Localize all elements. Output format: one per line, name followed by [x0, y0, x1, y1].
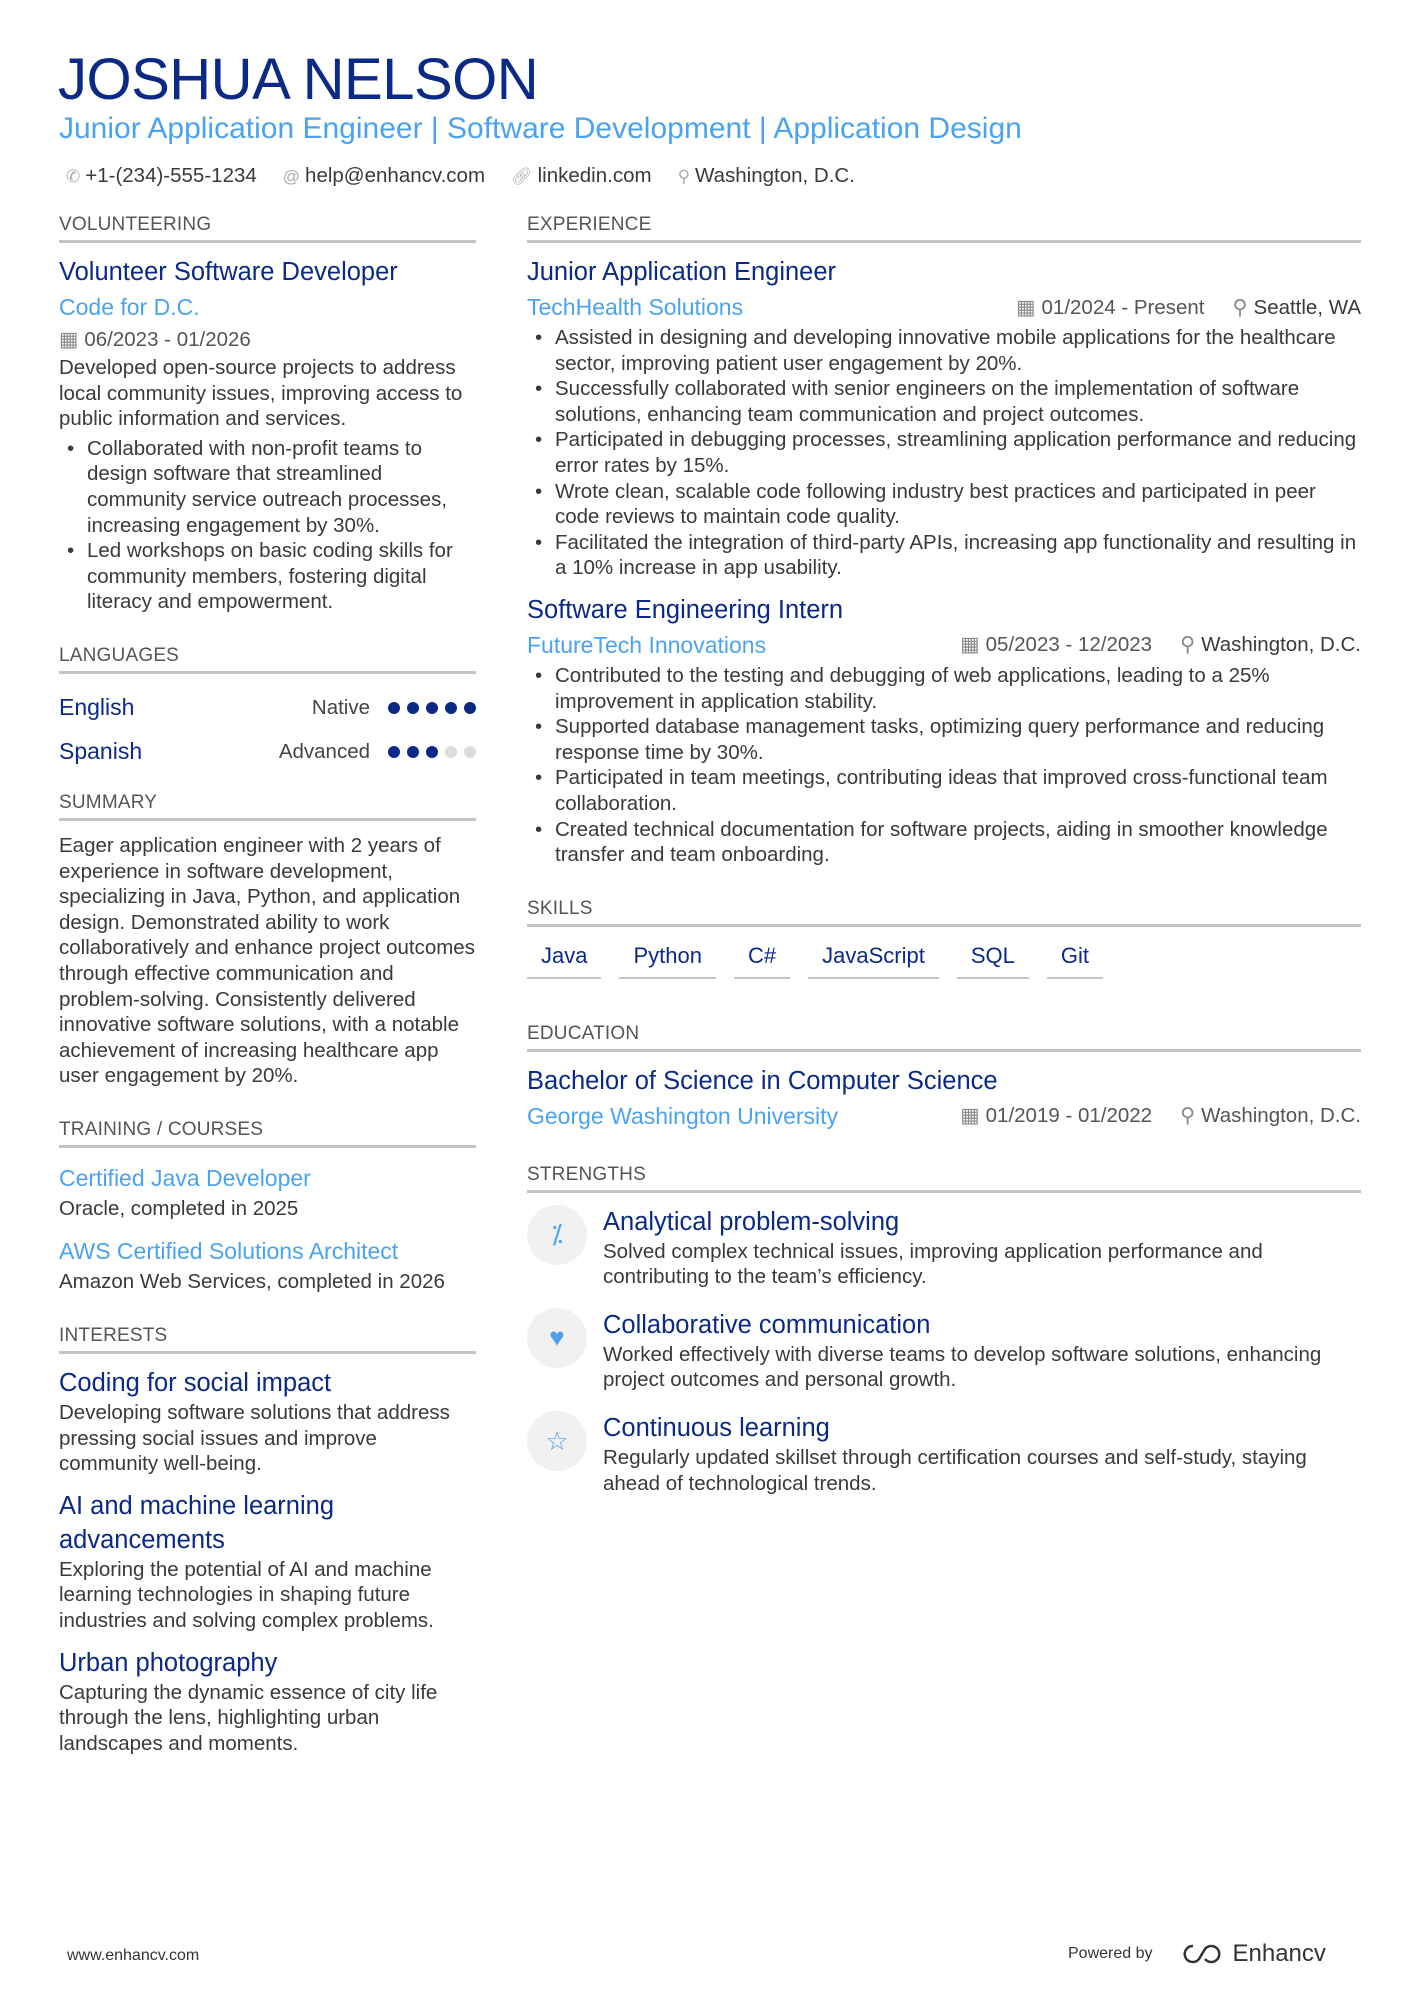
skill-tag: C#	[734, 939, 790, 979]
location-icon: ⚲	[1180, 1104, 1196, 1128]
left-column	[59, 214, 476, 1756]
level-dot	[426, 702, 438, 714]
language-list	[59, 686, 476, 774]
volunteer-desc: Developed open-source projects to address local community issues, improving access to public information and services.	[59, 356, 463, 431]
level-dot	[407, 746, 419, 758]
bullet: • Participated in debugging processes, streamlining application performance and reducing error rates by 15%.	[527, 427, 1361, 478]
job-dates: 01/2024 - Present	[1041, 295, 1205, 319]
training-title: AWS Certified Solutions Architect	[59, 1238, 399, 1265]
bullet: • Participated in team meetings, contributing ideas that improved cross-functional team collaboration.	[527, 765, 1361, 816]
volunteer-dates: 06/2023 - 01/2026	[84, 328, 251, 351]
section-interests: INTERESTS	[59, 1325, 476, 1354]
bullet: • Contributed to the testing and debugging of web applications, leading to a 25% improvement in application stability.	[527, 663, 1361, 714]
calendar-icon: ▦	[1016, 295, 1036, 319]
enhancv-logo-icon	[1179, 1942, 1225, 1966]
section-volunteering: VOLUNTEERING	[59, 214, 476, 243]
enhancv-logo	[1179, 1940, 1326, 1968]
job-meta	[960, 632, 1361, 657]
candidate-subtitle: Junior Application Engineer | Software Development | Application Design	[59, 112, 1022, 145]
skill-list	[527, 939, 1361, 979]
interest-desc: Exploring the potential of AI and machine learning technologies in shaping future industries and solving complex problems.	[59, 1557, 434, 1633]
job-dates-wrap	[1016, 295, 1204, 320]
section-summary: SUMMARY	[59, 792, 476, 821]
level-dot	[464, 702, 476, 714]
location-icon: ⚲	[1232, 295, 1248, 319]
linkedin[interactable]: linkedin.com	[537, 164, 652, 187]
location: Washington, D.C.	[695, 164, 855, 187]
interest-title: Urban photography	[59, 1648, 278, 1677]
magic-wand-icon: ⁒	[527, 1205, 587, 1265]
strength-title: Analytical problem-solving	[603, 1207, 900, 1236]
section-languages: LANGUAGES	[59, 645, 476, 674]
strength-text	[603, 1205, 1361, 1290]
job-dates-wrap	[960, 632, 1152, 657]
job-entry	[527, 593, 1361, 868]
strength-title: Collaborative communication	[603, 1310, 931, 1339]
strength-title: Continuous learning	[603, 1414, 830, 1443]
volunteer-org: Code for D.C.	[59, 294, 200, 320]
job-title: Software Engineering Intern	[527, 595, 844, 624]
strength-text	[603, 1411, 1361, 1496]
school: George Washington University	[527, 1102, 839, 1129]
location-icon: ⚲	[677, 167, 691, 186]
strength-desc: Solved complex technical issues, improving application performance and contributing to the team’s efficiency.	[603, 1239, 1263, 1289]
language-item	[59, 686, 476, 730]
skill-tag: JavaScript	[808, 939, 939, 979]
language-level-dots	[388, 746, 476, 758]
job-title: Junior Application Engineer	[527, 258, 837, 286]
language-level: Advanced	[278, 739, 370, 763]
level-dot	[388, 746, 400, 758]
job-entry	[527, 255, 1361, 581]
contact-bar	[66, 164, 855, 188]
email[interactable]: help@enhancv.com	[305, 164, 486, 187]
calendar-icon: ▦	[59, 328, 79, 351]
skill-tag: Python	[619, 939, 716, 979]
training-desc: Oracle, completed in 2025	[59, 1196, 299, 1220]
level-dot	[426, 746, 438, 758]
strength-item	[527, 1411, 1361, 1496]
link-icon: 🔗︎	[511, 167, 533, 186]
footer-brand	[1068, 1940, 1326, 1968]
bullet: • Created technical documentation for software projects, aiding in smoother knowledge transfer and team onboarding.	[527, 817, 1361, 868]
interest-desc: Capturing the dynamic essence of city life through the lens, highlighting urban landscapes and moments.	[59, 1680, 438, 1755]
powered-by: Powered by	[1068, 1945, 1153, 1962]
location-icon: ⚲	[1180, 633, 1196, 657]
summary-text: Eager application engineer with 2 years of experience in software development, specializing in Java, Python, and application design. Demonstrated ability to work collaboratively and enhance project outcomes through effective communication and problem-solving. Consistently delivered innovative software solutions, with a notable achievement of increasing healthcare app user engagement by 20%.	[59, 833, 475, 1088]
heart-icon: ♥	[527, 1308, 587, 1368]
strength-text	[603, 1308, 1361, 1393]
strength-desc: Worked effectively with diverse teams to develop software solutions, enhancing project outcomes and personal growth.	[603, 1342, 1322, 1392]
language-item	[59, 730, 476, 774]
bullet: • Wrote clean, scalable code following industry best practices and participated in peer code reviews to maintain code quality.	[527, 479, 1361, 530]
calendar-icon: ▦	[960, 1104, 980, 1128]
skill-tag: Git	[1047, 939, 1103, 979]
skill-tag: SQL	[957, 939, 1029, 979]
language-level-dots	[388, 702, 476, 714]
edu-location: Washington, D.C.	[1201, 1104, 1361, 1128]
right-column	[527, 214, 1361, 1514]
section-strengths: STRENGTHS	[527, 1164, 1361, 1193]
language-name: Spanish	[59, 738, 143, 765]
bullet: • Successfully collaborated with senior engineers on the implementation of software solutions, enhancing team communication and project outcomes.	[527, 376, 1361, 427]
job-bullets	[527, 325, 1361, 581]
job-location: Washington, D.C.	[1201, 633, 1361, 657]
footer-site[interactable]: www.enhancv.com	[67, 1947, 200, 1964]
star-icon: ☆	[527, 1411, 587, 1471]
job-list	[527, 255, 1361, 868]
calendar-icon: ▦	[960, 633, 980, 657]
edu-dates: 01/2019 - 01/2022	[985, 1104, 1153, 1128]
job-meta-row	[527, 289, 1361, 325]
interest-title: AI and machine learning advancements	[59, 1491, 335, 1554]
level-dot	[388, 702, 400, 714]
bullet: • Collaborated with non-profit teams to design software that streamlined community service outreach processes, increasing engagement by 30%.	[59, 436, 476, 538]
section-experience: EXPERIENCE	[527, 214, 1361, 243]
bullet: • Facilitated the integration of third-party APIs, increasing app functionality and resulting in a 10% increase in app usability.	[527, 530, 1361, 581]
bullet: • Assisted in designing and developing innovative mobile applications for the healthcare sector, improving patient user engagement by 20%.	[527, 325, 1361, 376]
job-bullets	[527, 663, 1361, 868]
strength-item	[527, 1205, 1361, 1290]
strength-item	[527, 1308, 1361, 1393]
level-dot	[445, 746, 457, 758]
interest-title: Coding for social impact	[59, 1369, 332, 1398]
job-dates: 05/2023 - 12/2023	[985, 633, 1153, 657]
volunteer-bullets	[59, 436, 476, 615]
degree: Bachelor of Science in Computer Science	[527, 1066, 998, 1095]
bullet: • Supported database management tasks, optimizing query performance and reducing response time by 30%.	[527, 714, 1361, 765]
section-skills: SKILLS	[527, 898, 1361, 927]
interest-desc: Developing software solutions that address pressing social issues and improve community well-being.	[59, 1401, 450, 1476]
level-dot	[445, 702, 457, 714]
skill-tag: Java	[527, 939, 601, 979]
candidate-name: JOSHUA NELSON	[58, 47, 539, 112]
job-location-wrap	[1180, 632, 1361, 657]
bullet: • Led workshops on basic coding skills for community members, fostering digital literacy and empowerment.	[59, 538, 476, 615]
company-name: TechHealth Solutions	[527, 294, 744, 320]
job-meta	[1016, 295, 1361, 320]
phone: +1-(234)-555-1234	[85, 164, 257, 187]
training-desc: Amazon Web Services, completed in 2026	[59, 1270, 445, 1294]
section-education: EDUCATION	[527, 1023, 1361, 1052]
job-meta-row	[527, 627, 1361, 663]
at-icon: @	[282, 167, 301, 186]
strength-desc: Regularly updated skillset through certification courses and self-study, staying ahead of technological trends.	[603, 1446, 1307, 1495]
volunteer-title: Volunteer Software Developer	[59, 258, 398, 286]
job-location: Seattle, WA	[1253, 295, 1361, 319]
strength-list	[527, 1205, 1361, 1497]
phone-icon: ✆	[66, 167, 81, 186]
level-dot	[407, 702, 419, 714]
level-dot	[464, 746, 476, 758]
language-level: Native	[311, 695, 370, 719]
language-name: English	[59, 694, 135, 721]
company-name: FutureTech Innovations	[527, 631, 767, 658]
section-training: TRAINING / COURSES	[59, 1119, 476, 1148]
training-title: Certified Java Developer	[59, 1164, 311, 1191]
brand-name: Enhancv	[1232, 1940, 1326, 1967]
job-location-wrap	[1233, 295, 1362, 320]
